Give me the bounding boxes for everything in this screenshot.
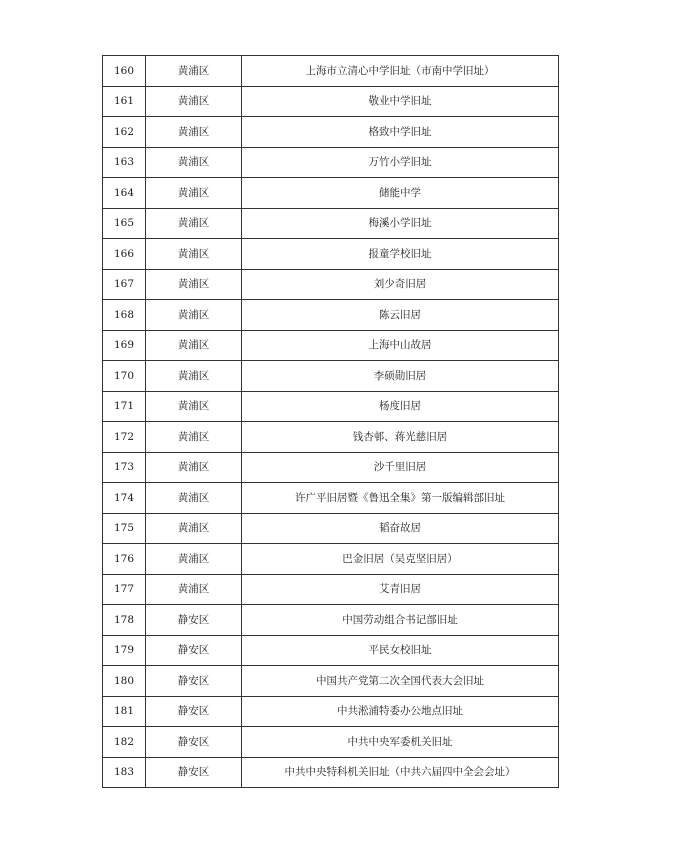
row-number: 170 (103, 361, 146, 392)
site-name-cell: 万竹小学旧址 (242, 147, 559, 178)
row-number: 176 (103, 544, 146, 575)
district-cell: 黄浦区 (146, 239, 242, 270)
row-number: 163 (103, 147, 146, 178)
district-cell: 静安区 (146, 605, 242, 636)
table-row (103, 666, 559, 697)
district-cell: 黄浦区 (146, 361, 242, 392)
table-row (103, 452, 559, 483)
site-name-cell: 杨度旧居 (242, 391, 559, 422)
site-name-cell: 储能中学 (242, 178, 559, 209)
site-name-cell: 中共中央特科机关旧址（中共六届四中全会会址） (242, 757, 559, 788)
table-row (103, 605, 559, 636)
row-number: 173 (103, 452, 146, 483)
site-name-cell: 格致中学旧址 (242, 117, 559, 148)
district-cell: 静安区 (146, 727, 242, 758)
row-number: 162 (103, 117, 146, 148)
site-name-cell: 中国共产党第二次全国代表大会旧址 (242, 666, 559, 697)
site-name-cell: 梅溪小学旧址 (242, 208, 559, 239)
district-cell: 黄浦区 (146, 422, 242, 453)
row-number: 161 (103, 86, 146, 117)
district-cell: 黄浦区 (146, 178, 242, 209)
district-cell: 黄浦区 (146, 544, 242, 575)
table-row (103, 422, 559, 453)
site-name-cell: 沙千里旧居 (242, 452, 559, 483)
district-cell: 黄浦区 (146, 86, 242, 117)
district-cell: 黄浦区 (146, 513, 242, 544)
site-name-cell: 中国劳动组合书记部旧址 (242, 605, 559, 636)
table-row (103, 574, 559, 605)
table-row (103, 635, 559, 666)
district-cell: 黄浦区 (146, 330, 242, 361)
row-number: 178 (103, 605, 146, 636)
district-cell: 静安区 (146, 635, 242, 666)
table-row (103, 391, 559, 422)
district-cell: 静安区 (146, 696, 242, 727)
row-number: 167 (103, 269, 146, 300)
site-name-cell: 平民女校旧址 (242, 635, 559, 666)
row-number: 182 (103, 727, 146, 758)
district-cell: 黄浦区 (146, 269, 242, 300)
table-row (103, 727, 559, 758)
district-cell: 黄浦区 (146, 117, 242, 148)
table-row (103, 86, 559, 117)
site-name-cell: 巴金旧居（吴克坚旧居） (242, 544, 559, 575)
row-number: 160 (103, 56, 146, 87)
table-row (103, 269, 559, 300)
row-number: 181 (103, 696, 146, 727)
heritage-site-table (102, 55, 559, 788)
site-name-cell: 中共淞浦特委办公地点旧址 (242, 696, 559, 727)
site-name-cell: 刘少奇旧居 (242, 269, 559, 300)
table-row (103, 147, 559, 178)
row-number: 169 (103, 330, 146, 361)
row-number: 174 (103, 483, 146, 514)
row-number: 171 (103, 391, 146, 422)
district-cell: 黄浦区 (146, 300, 242, 331)
row-number: 165 (103, 208, 146, 239)
district-cell: 黄浦区 (146, 574, 242, 605)
table-row (103, 178, 559, 209)
row-number: 172 (103, 422, 146, 453)
table-row (103, 239, 559, 270)
district-cell: 黄浦区 (146, 483, 242, 514)
row-number: 175 (103, 513, 146, 544)
table-row (103, 117, 559, 148)
table-row (103, 56, 559, 87)
district-cell: 静安区 (146, 757, 242, 788)
site-name-cell: 陈云旧居 (242, 300, 559, 331)
row-number: 180 (103, 666, 146, 697)
district-cell: 黄浦区 (146, 56, 242, 87)
site-name-cell: 李硕勋旧居 (242, 361, 559, 392)
table-row (103, 330, 559, 361)
row-number: 164 (103, 178, 146, 209)
table-row (103, 208, 559, 239)
row-number: 179 (103, 635, 146, 666)
site-name-cell: 中共中央军委机关旧址 (242, 727, 559, 758)
district-cell: 黄浦区 (146, 208, 242, 239)
table-row (103, 696, 559, 727)
table-row (103, 483, 559, 514)
table-row (103, 513, 559, 544)
district-cell: 黄浦区 (146, 391, 242, 422)
row-number: 177 (103, 574, 146, 605)
site-name-cell: 钱杏邨、蒋光慈旧居 (242, 422, 559, 453)
row-number: 168 (103, 300, 146, 331)
district-cell: 静安区 (146, 666, 242, 697)
row-number: 166 (103, 239, 146, 270)
district-cell: 黄浦区 (146, 147, 242, 178)
site-name-cell: 艾青旧居 (242, 574, 559, 605)
site-name-cell: 韬奋故居 (242, 513, 559, 544)
table-row (103, 757, 559, 788)
table-row (103, 361, 559, 392)
district-cell: 黄浦区 (146, 452, 242, 483)
site-name-cell: 许广平旧居暨《鲁迅全集》第一版编辑部旧址 (242, 483, 559, 514)
site-name-cell: 上海中山故居 (242, 330, 559, 361)
site-name-cell: 上海市立清心中学旧址（市南中学旧址） (242, 56, 559, 87)
site-name-cell: 报童学校旧址 (242, 239, 559, 270)
site-name-cell: 敬业中学旧址 (242, 86, 559, 117)
table-row (103, 544, 559, 575)
table-row (103, 300, 559, 331)
row-number: 183 (103, 757, 146, 788)
